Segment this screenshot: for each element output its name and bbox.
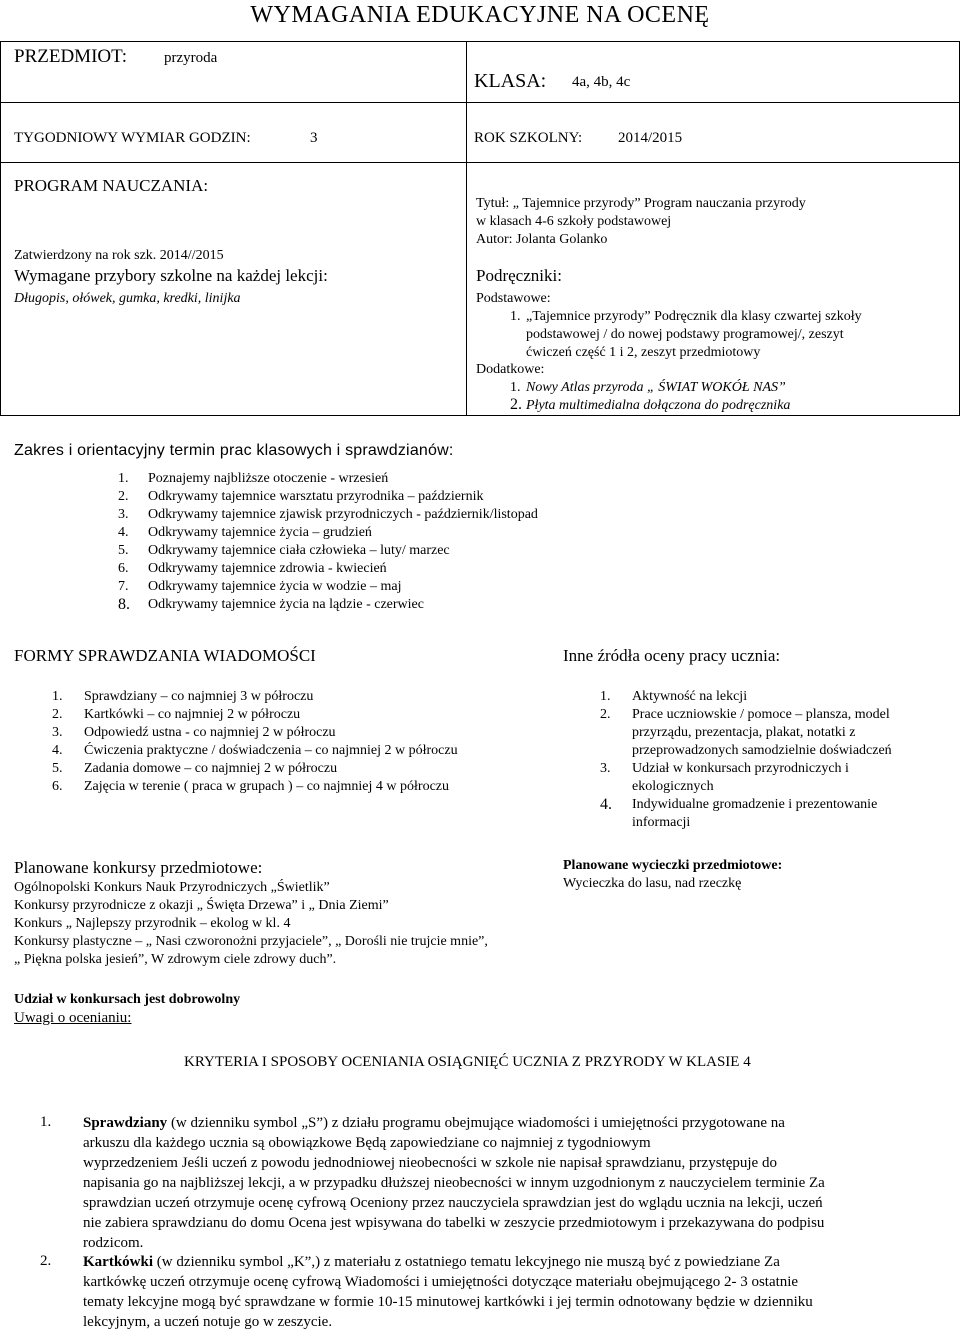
item-text: Odkrywamy tajemnice ciała człowieka – luty/ marzec <box>148 543 450 558</box>
item-text: Indywidualne gromadzenie i prezentowanie <box>632 797 878 812</box>
criteria-line: wyprzedzeniem Jeśli uczeń z powodu jednodniowej nieobecności w szkole nie napisał sprawdzianu, przystępuje do <box>83 1155 777 1171</box>
extra-item-text: Nowy Atlas przyroda „ ŚWIAT WOKÓŁ NAS” <box>526 380 786 395</box>
year-label: ROK SZKOLNY: <box>474 130 583 146</box>
item-number: 4. <box>118 525 129 540</box>
year-value: 2014/2015 <box>618 130 683 146</box>
forms-item <box>52 743 552 761</box>
textbooks-heading: Podręczniki: <box>476 266 562 285</box>
item-text: Odpowiedź ustna - co najmniej 2 w półroczu <box>84 725 336 740</box>
basic-label: Podstawowe: <box>476 291 551 306</box>
remarks-heading: Uwagi o ocenianiu: <box>14 1010 132 1026</box>
item-text: Zadania domowe – co najmniej 2 w półroczu <box>84 761 338 776</box>
item-text: Odkrywamy tajemnice warsztatu przyrodnika – październik <box>148 489 484 504</box>
item-number: 3. <box>52 725 63 740</box>
criteria-line: sprawdzian uczeń otrzymuje ocenę cyfrową Oceniony przez nauczyciela sprawdzian jest do wglądu ucznia na lekcji, uczeń <box>83 1195 823 1211</box>
contest-line: „ Piękna polska jesień”, W zdrowym ciele zdrowy duch”. <box>14 952 337 967</box>
item-number: 2. <box>40 1253 52 1269</box>
item-number: 8. <box>118 596 130 613</box>
table-rule <box>0 162 960 163</box>
schedule-list <box>118 471 818 615</box>
schedule-item <box>118 579 818 597</box>
item-text: Poznajemy najbliższe otoczenie - wrzesień <box>148 471 389 486</box>
criteria-line: rodzicom. <box>83 1235 144 1251</box>
forms-item <box>52 689 552 707</box>
forms-item <box>52 707 552 725</box>
item-number: 3. <box>600 761 611 776</box>
criteria-line: nie zabiera sprawdzianu do domu Ocena jest wpisywana do tabelki w zeszycie przedmiotowym i przekazywana do podpisu <box>83 1215 825 1231</box>
trips-heading: Planowane wycieczki przedmiotowe: <box>563 858 783 873</box>
contests-heading: Planowane konkursy przedmiotowe: <box>14 858 263 877</box>
item-text: Kartkówki – co najmniej 2 w półroczu <box>84 707 301 722</box>
voluntary-note: Udział w konkursach jest dobrowolny <box>14 992 241 1007</box>
criteria-line: kartkówkę uczeń otrzymuje ocenę cyfrową Wiadomości i umiejętności dotyczące materiału obejmującego 2- 3 ostatnie <box>83 1274 799 1290</box>
extra-item-num: 1. <box>510 380 521 395</box>
table-rule <box>0 41 1 416</box>
item-number: 5. <box>52 761 63 776</box>
contest-line: Ogólnopolski Konkurs Nauk Przyrodniczych „Świetlik” <box>14 880 330 895</box>
schedule-item <box>118 543 818 561</box>
schedule-item <box>118 507 818 525</box>
item-text: ekologicznych <box>632 779 714 794</box>
basic-item-line: „Tajemnice przyrody” Podręcznik dla klasy czwartej szkoły <box>526 309 862 324</box>
item-text: Odkrywamy tajemnice zdrowia - kwiecień <box>148 561 387 576</box>
criteria-line: lekcyjnym, a uczeń notuje go w zeszycie. <box>83 1314 333 1330</box>
trips-text: Wycieczka do lasu, nad rzeczkę <box>563 876 742 891</box>
criteria-item-kartkowki <box>83 1252 953 1332</box>
program-title-line2: w klasach 4-6 szkoły podstawowej <box>476 214 672 229</box>
criteria-line: arkuszu dla każdego ucznia są obowiązkowe Będą zapowiedziane co najmniej z tygodniowym <box>83 1135 651 1151</box>
table-rule <box>0 102 960 103</box>
extra-label: Dodatkowe: <box>476 362 545 377</box>
hours-value: 3 <box>310 130 318 146</box>
forms-item <box>52 725 552 743</box>
criteria-item-sprawdziany <box>83 1113 953 1253</box>
other-sources-heading: Inne źródła oceny pracy ucznia: <box>563 646 781 665</box>
program-title-line1: Tytuł: „ Tajemnice przyrody” Program nauczania przyrody <box>476 196 806 211</box>
table-rule <box>0 41 960 42</box>
item-text: Aktywność na lekcji <box>632 689 748 704</box>
item-text: Odkrywamy tajemnice życia w wodzie – maj <box>148 579 402 594</box>
schedule-item <box>118 561 818 579</box>
criteria-heading: KRYTERIA I SPOSOBY OCENIANIA OSIĄGNIĘĆ UCZNIA Z PRZYRODY W KLASIE 4 <box>184 1054 751 1070</box>
forms-list <box>52 689 552 797</box>
item-text: Odkrywamy tajemnice zjawisk przyrodniczych - październik/listopad <box>148 507 538 522</box>
table-rule <box>466 41 467 416</box>
forms-item <box>52 761 552 779</box>
approved-text: Zatwierdzony na rok szk. 2014//2015 <box>14 248 224 263</box>
contest-line: Konkursy przyrodnicze z okazji „ Święta Drzewa” i „ Dnia Ziemi” <box>14 898 389 913</box>
item-number: 4. <box>52 743 63 758</box>
item-text: przeprowadzonych samodzielnie doświadczeń <box>632 743 892 758</box>
class-value: 4a, 4b, 4c <box>572 74 631 90</box>
forms-heading: FORMY SPRAWDZANIA WIADOMOŚCI <box>14 646 316 665</box>
forms-item <box>52 779 552 797</box>
item-number: 4. <box>600 796 612 813</box>
item-number: 2. <box>52 707 63 722</box>
item-text: Zajęcia w terenie ( praca w grupach ) – co najmniej 4 w półroczu <box>84 779 449 794</box>
criteria-bold-term: Kartkówki <box>83 1254 154 1270</box>
schedule-item <box>118 489 818 507</box>
basic-item-line: podstawowej / do nowej podstawy programowej/, zeszyt <box>526 327 844 342</box>
criteria-line: tematy lekcyjne mogą być sprawdzane w formie 10-15 minutowej kartkówki i jej termin odnotowany będzie w dzienniku <box>83 1294 813 1310</box>
contest-line: Konkurs „ Najlepszy przyrodnik – ekolog w kl. 4 <box>14 916 291 931</box>
item-number: 6. <box>118 561 129 576</box>
item-number: 1. <box>600 689 611 704</box>
program-heading: PROGRAM NAUCZANIA: <box>14 176 209 195</box>
contest-line: Konkursy plastyczne – „ Nasi czworonożni przyjaciele”, „ Dorośli nie trujcie mnie”, <box>14 934 488 949</box>
criteria-line: (w dzienniku symbol „K”,) z materiału z ostatniego tematu lekcyjnego nie muszą być z powiedziane Za <box>153 1254 780 1270</box>
subject-label: PRZEDMIOT: <box>14 46 128 67</box>
supplies-heading: Wymagane przybory szkolne na każdej lekcji: <box>14 266 328 285</box>
schedule-heading: Zakres i orientacyjny termin prac klasowych i sprawdzianów: <box>14 442 454 459</box>
table-rule <box>0 415 960 416</box>
item-text: informacji <box>632 815 691 830</box>
program-author: Autor: Jolanta Golanko <box>476 232 608 247</box>
item-number: 1. <box>52 689 63 704</box>
page-title: WYMAGANIA EDUKACYJNE NA OCENĘ <box>250 2 710 28</box>
criteria-bold-term: Sprawdziany <box>83 1115 168 1131</box>
item-text: Sprawdziany – co najmniej 3 w półroczu <box>84 689 314 704</box>
item-number: 1. <box>40 1114 52 1130</box>
item-number: 1. <box>118 471 129 486</box>
subject-value: przyroda <box>164 50 218 66</box>
item-number: 7. <box>118 579 129 594</box>
schedule-item <box>118 597 818 615</box>
item-number: 2. <box>118 489 129 504</box>
extra-item-num: 2. <box>510 396 522 413</box>
schedule-item <box>118 471 818 489</box>
criteria-line: (w dzienniku symbol „S”) z działu programu obejmujące wiadomości i umiejętności przygotowane na <box>167 1115 785 1131</box>
basic-item-line: ćwiczeń część 1 i 2, zeszyt przedmiotowy <box>526 345 761 360</box>
item-text: Udział w konkursach przyrodniczych i <box>632 761 849 776</box>
item-number: 5. <box>118 543 129 558</box>
item-text: Prace uczniowskie / pomoce – plansza, model <box>632 707 890 722</box>
item-text: Odkrywamy tajemnice życia na lądzie - czerwiec <box>148 597 424 612</box>
class-label: KLASA: <box>474 70 547 92</box>
item-text: Ćwiczenia praktyczne / doświadczenia – co najmniej 2 w półroczu <box>84 743 458 758</box>
hours-label: TYGODNIOWY WYMIAR GODZIN: <box>14 130 251 146</box>
basic-item-num: 1. <box>510 309 521 324</box>
schedule-item <box>118 525 818 543</box>
extra-item-text: Płyta multimedialna dołączona do podręcznika <box>526 398 791 413</box>
supplies-text: Długopis, ołówek, gumka, kredki, linijka <box>14 291 241 306</box>
item-text: przyrządu, prezentacja, plakat, notatki z <box>632 725 856 740</box>
item-number: 2. <box>600 707 611 722</box>
item-number: 6. <box>52 779 63 794</box>
item-number: 3. <box>118 507 129 522</box>
criteria-line: napisania go na najbliższej lekcji, a w przypadku dłuższej nieobecności w innym uzgodnionym z nauczycielem terminie Za <box>83 1175 825 1191</box>
item-text: Odkrywamy tajemnice życia – grudzień <box>148 525 372 540</box>
